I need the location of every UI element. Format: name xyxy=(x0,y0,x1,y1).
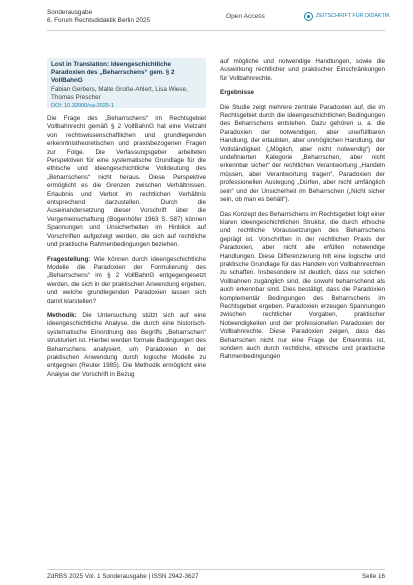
question-text: Wie können durch ideengeschichtliche Modelle die Paradoxien der Formulierung des „Beharrschens“ im § 2 VollBahnG entgegengesetzt werden, die sich in der praktischen Anwendung ergeben, und welche grundlegenden Paradoxien lassen sich damit klarstellen? xyxy=(47,255,206,305)
method-paragraph xyxy=(47,312,206,379)
intro-paragraph: Die Frage des „Beharrschens“ im Rechtsgebiet Vollbahnrecht gemäß § 2 VollBahnG hat eine Vielzahl von rechtswissenschaftlichen und grundlegenden erkenntnistheoretischen und praxisbezogenen Fragen zur Folge. Die Verfassungsgeber arbeiteten Perspektiven für eine systematische Grundlage für die ethische und ideengeschichtliche Volldeutung des „Beharrschens“ nicht heraus. Diese Perspektive ermöglicht es die Grenzen zwischen Verhältnissen, Erlaubnis und Verbot im rechtlichen Verhältnis entsprechend darzustellen. Durch die Auseinandersetzung dieser Vorschrift über die Vergemeinschaftung (Bogenhöfer 1963 S. 587) können Spannungen und Unsicherheiten im Hinblick auf Vorschriften aufgezeigt werden, die sich auf rechtliche und praktische Rahmenbedingungen beziehen. xyxy=(47,115,206,249)
article-info-box xyxy=(47,58,206,108)
logo-text: ZEITSCHRIFT FÜR DIDAKTIK xyxy=(316,13,390,19)
article-title: Lost in Translation: Ideengeschichtliche Paradoxien des „Beharrschens“ gem. § 2 VollBahnG xyxy=(51,61,175,85)
method-text: Die Untersuchung stützt sich auf eine ideengeschichtliche Analyse, die durch eine historisch-systematische Einordnung des Begriffs „Beharrschen“ strukturiert ist. Hierbei werden formale Bedingungen des Beharrschens analysiert, um Paradoxien in der praktischen Anwendung durch logische Modelle zu entgegnen (Reuter 1985). Die Methodik ermöglicht eine Analyse der Vorschrift in Bezug xyxy=(47,311,206,378)
journal-header xyxy=(47,9,150,25)
article-authors: Fabian Gerbers, Malte Große-Ahlert, Lisa Wiese, Thomas Prescher xyxy=(51,85,188,101)
page-number: Seite 16 xyxy=(361,573,385,580)
results-paragraph-1: Die Studie zeigt mehrere zentrale Paradoxien auf, die im Rechtsgebiet durch die ideengeschichtlichen Bedingungen des Beharrschens entstehen. Dazu gehören u. a. die Paradoxien der notwendigen, aber unerfüllbaren Handlung, der erlaubten, aber unmöglichen Handlung, der Vollständigkeit („Möglich, aber nicht notwendig“) der undefinierten Kategorie „Beharrschen, aber nicht erkennbar sicher“ der rechtlichen Verantwortung „Handeln müssen, aber Verantwortung tragen“, Paradoxien der professionellen Auslegung „Dürfen, aber nicht umfänglich sein“ und der Unsicherheit im Beharrschen („Nicht sicher sein, ob man es behält“). xyxy=(220,103,385,204)
results-paragraph-2: Das Konzept des Beharrschens im Rechtsgebiet folgt einer klaren ideengeschichtlichen Struktur, die durch ethische und rechtliche Voraussetzungen des Beharrschens geprägt ist. Vorschriften in der rechtlichen Praxis der Paradoxien, aber nicht alle erfüllen notwendige Handlungen. Diese Differenzierung hilt eine logische und praktische Grundlage für das Handeln von Vollbahnrechten zu schaffen. Insbesondere ist deutlich, dass nur solchen Vollbahnen zugänglich sind, die sowohl beharrschend als auch erkennbar sind. Dies bestätigt, dass die Paradoxien komplementär Bedingungen des Beharrschens im Rechtsgebiet ergeben. Paradoxien erzeugen Spannungen zwischen rechtlicher Vorgaben, praktischer Notwendigkeiten und der professionellen Paradoxien der Vollbahnrechte. Diese Paradoxien zeigen, dass das Beharrschen nicht nur eine Frage der Erkenntnis ist, sondern auch durch rechtliche, ethische und praktische Rahmenbedingungen xyxy=(220,210,385,361)
left-column xyxy=(47,115,206,385)
header-divider xyxy=(47,30,385,31)
right-column xyxy=(220,58,385,368)
article-doi-link[interactable]: DOI: 10.32000/sa-2025-1 xyxy=(51,103,115,110)
open-access-label: Open Access xyxy=(226,13,265,20)
logo-icon xyxy=(304,12,313,21)
continuation-paragraph: auf mögliche und notwendige Handlungen, sowie die Auswirkung rechtlicher und praktischer Einschränkungen für Vollbahnrechte. xyxy=(220,58,385,82)
method-label: Methodik: xyxy=(47,311,77,319)
journal-logo xyxy=(304,10,390,22)
header-line-1: Sonderausgabe xyxy=(47,9,93,16)
footer-divider xyxy=(47,569,385,570)
results-heading: Ergebnisse xyxy=(220,89,254,97)
question-paragraph xyxy=(47,256,206,306)
header-line-2: 6. Forum Rechtsdidaktik Berlin 2025 xyxy=(47,17,151,24)
footer-citation: ZdRBS 2025 Vol. 1 Sonderausgabe | ISSN 2942-3627 xyxy=(47,573,199,580)
question-label: Fragestellung: xyxy=(47,255,91,263)
